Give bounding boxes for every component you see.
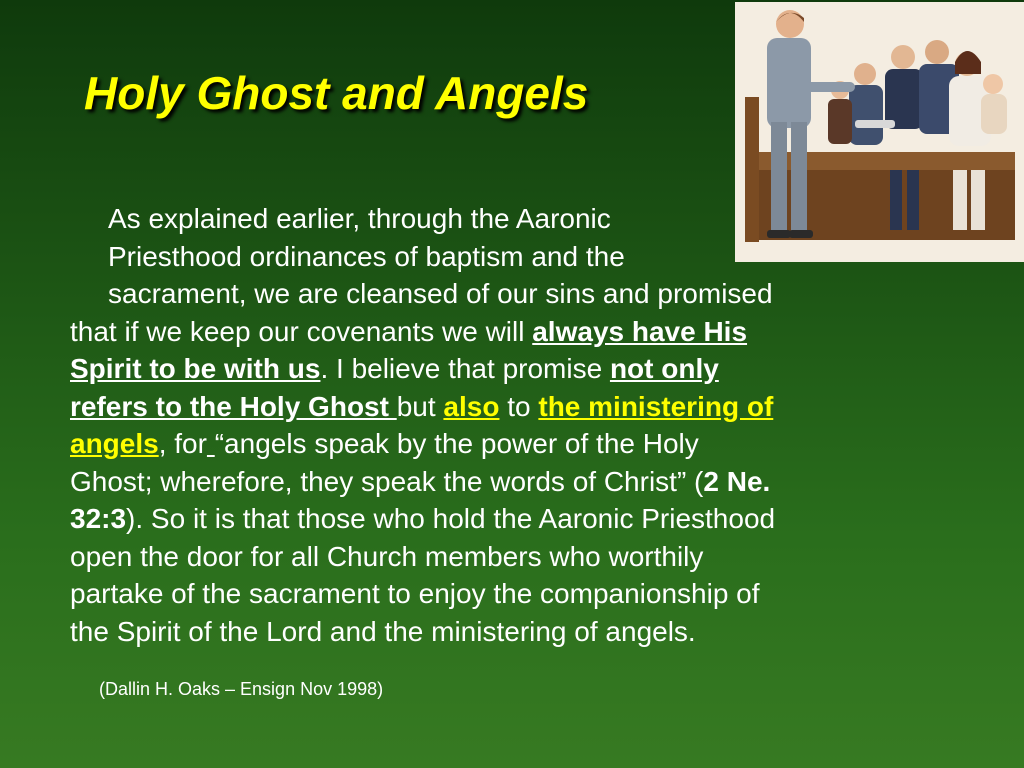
emphasis-angels: angels: [70, 428, 159, 459]
body-line: that if we keep our covenants we will always have His: [70, 315, 748, 347]
emphasis-ministering: the ministering of: [538, 390, 774, 422]
body-line: sacrament, we are cleansed of our sins and promised: [108, 278, 773, 309]
body-line: Spirit to be with us. I believe that promise not only: [70, 353, 719, 384]
body-line: 32:3). So it is that those who hold the Aaronic Priesthood: [70, 503, 776, 534]
citation: (Dallin H. Oaks – Ensign Nov 1998): [99, 679, 384, 699]
body-line: Ghost; wherefore, they speak the words of Christ” (2 Ne.: [70, 465, 771, 497]
body-line: angels, for “angels speak by the power of the Holy: [70, 428, 699, 459]
body-line: the Spirit of the Lord and the ministering of angels.: [70, 615, 696, 647]
emphasis-spirit: always have His: [532, 315, 748, 347]
emphasis-also: also: [443, 390, 500, 422]
scripture-ref-cont: 32:3: [70, 503, 127, 534]
emphasis-holy-ghost: refers to the Holy Ghost: [70, 390, 397, 422]
scripture-ref: 2 Ne.: [703, 465, 771, 497]
emphasis-not-only: not only: [609, 353, 719, 384]
body-line: As explained earlier, through the Aaronic: [108, 203, 611, 234]
slide-title: Holy Ghost and Angels: [84, 67, 589, 119]
body-paragraph: [70, 200, 940, 650]
emphasis-spirit-cont: Spirit to be with us: [70, 353, 321, 384]
body-line: partake of the sacrament to enjoy the companionship of: [70, 578, 760, 609]
body-line: refers to the Holy Ghost but also to the ministering of: [70, 390, 774, 422]
body-line: open the door for all Church members who worthily: [70, 540, 704, 572]
body-line: Priesthood ordinances of baptism and the: [108, 240, 625, 272]
